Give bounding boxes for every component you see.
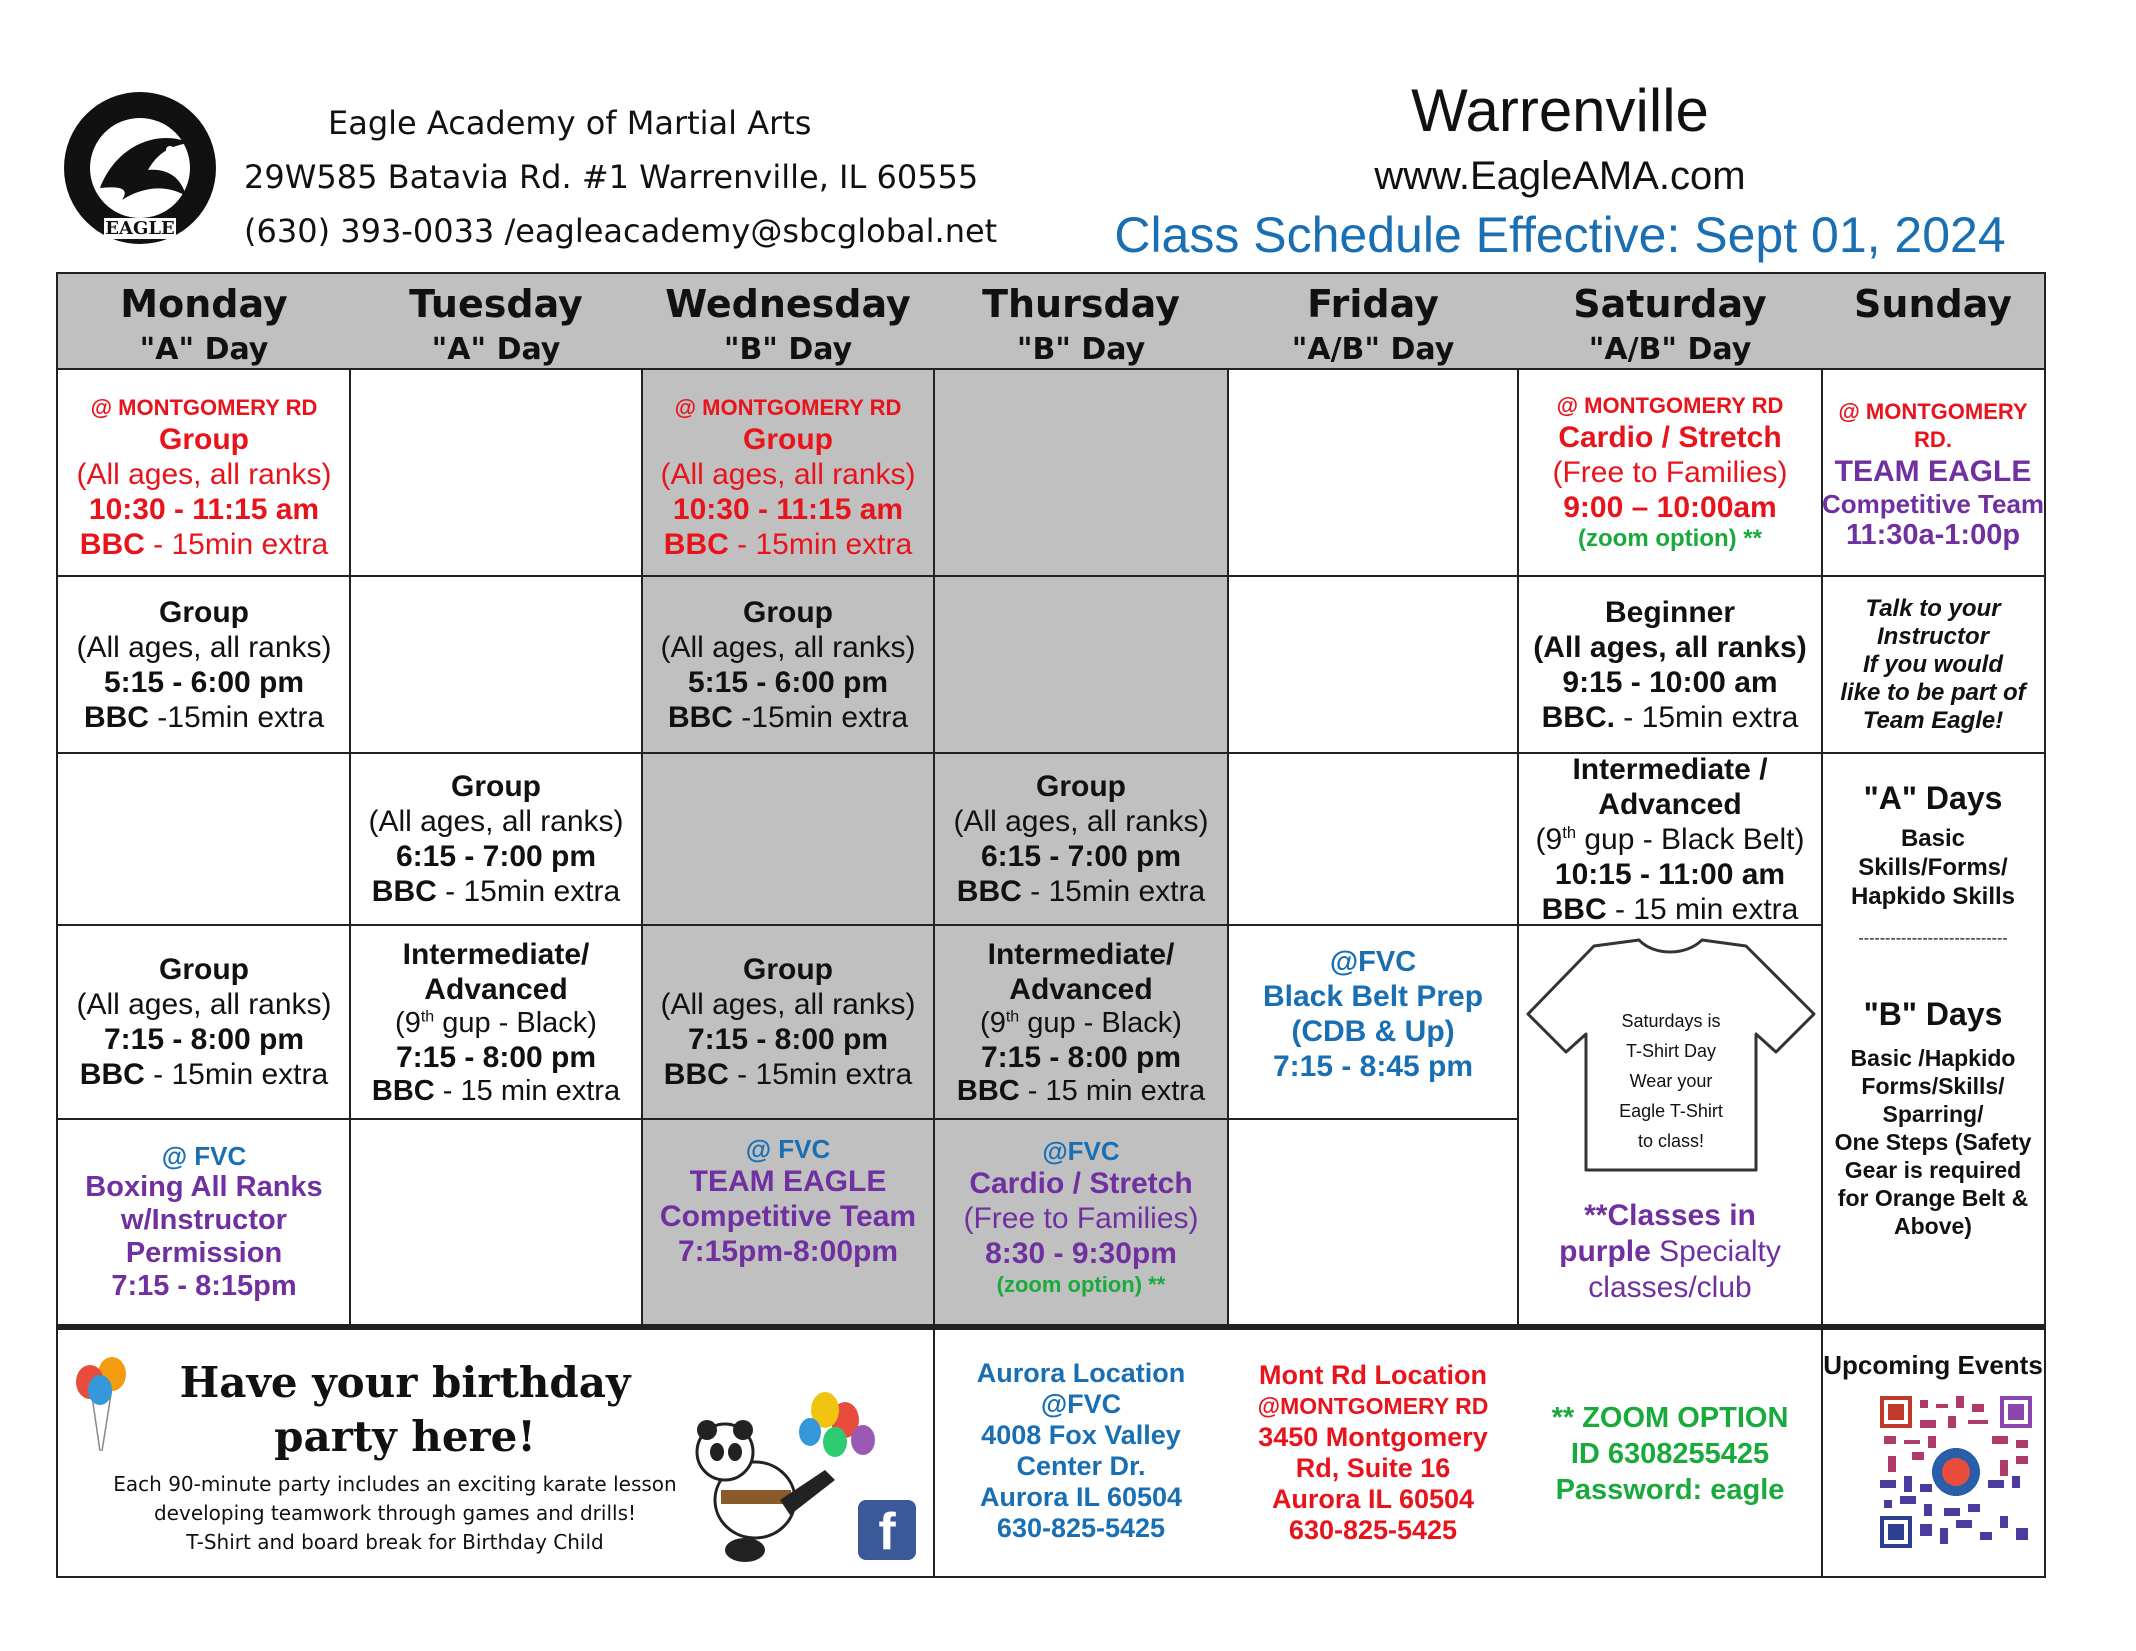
zoom-line: ID 6308255425 <box>1570 1438 1770 1470</box>
class-time: 10:30 - 11:15 am <box>672 492 904 526</box>
header-sunday <box>1822 274 2044 368</box>
academy-contact: (630) 393-0033 /eagleacademy@sbcglobal.net <box>244 212 998 250</box>
desc-part: (9 <box>980 1006 1006 1039</box>
class-sat-cardio <box>1518 382 1822 562</box>
bbc-extra: - 15 min extra <box>434 1074 621 1107</box>
bbc-label: BBC <box>1541 892 1607 926</box>
qr-code-icon[interactable] <box>1880 1396 2032 1548</box>
desc-part: gup - Black) <box>1019 1006 1182 1039</box>
class-name: Group <box>743 953 833 986</box>
class-tue-intermediate <box>350 926 642 1118</box>
class-name: Group <box>743 595 833 629</box>
class-bbc <box>668 700 908 735</box>
aurora-line: 630-825-5425 <box>996 1513 1166 1543</box>
class-desc: (All ages, all ranks) <box>76 457 332 491</box>
class-location: @ MONTGOMERY RD <box>674 394 902 420</box>
specialty-note <box>1518 1198 1822 1306</box>
class-bbc <box>80 527 328 562</box>
a-days-line: Hapkido Skills <box>1850 883 2016 910</box>
desc-sup: th <box>1562 823 1576 842</box>
header-tuesday <box>350 274 644 368</box>
day-name: Thursday <box>982 282 1180 326</box>
class-time: 10:30 - 11:15 am <box>88 492 320 526</box>
bbc-extra: - 15min extra <box>728 1058 913 1091</box>
header-thursday <box>934 274 1230 368</box>
class-tue-615 <box>350 754 642 924</box>
class-desc: Competitive Team <box>1822 489 2045 519</box>
class-name: Group <box>159 953 249 986</box>
header-friday <box>1228 274 1520 368</box>
class-time: 7:15 - 8:45 pm <box>1272 1050 1474 1083</box>
location-title: Warrenville <box>1411 77 1709 144</box>
b-days-line: Sparring/ <box>1882 1101 1984 1127</box>
class-fri-bb-prep <box>1228 940 1518 1090</box>
class-bbc <box>957 874 1205 909</box>
tshirt-line: to class! <box>1637 1131 1705 1151</box>
schedule-title: Class Schedule Effective: Sept 01, 2024 <box>1114 207 2006 263</box>
class-location: @ MONTGOMERY RD <box>1556 392 1784 418</box>
class-name: Black Belt Prep <box>1262 980 1484 1013</box>
class-desc: (All ages, all ranks) <box>660 988 916 1021</box>
birthday-heading <box>150 1356 660 1464</box>
class-desc: (All ages, all ranks) <box>660 457 916 491</box>
a-days-line: Basic <box>1900 825 1966 852</box>
bbc-label: BBC <box>79 1058 145 1091</box>
specialty-line: classes/club <box>1588 1271 1752 1304</box>
academy-address: 29W585 Batavia Rd. #1 Warrenville, IL 60555 <box>244 158 979 196</box>
class-time: 9:00 – 10:00am <box>1563 490 1777 524</box>
class-bbc <box>84 700 324 735</box>
class-sun-team-eagle <box>1822 400 2044 550</box>
day-type: "A/B" Day <box>1291 332 1455 367</box>
class-thu-cardio <box>934 1124 1228 1320</box>
class-time: 7:15 - 8:00 pm <box>980 1040 1182 1074</box>
class-name: Advanced <box>424 972 568 1006</box>
tshirt-line: Eagle T-Shirt <box>1619 1101 1723 1121</box>
tshirt-graphic <box>1524 934 1818 1184</box>
desc-part: gup - Black Belt) <box>1576 822 1805 856</box>
day-name: Saturday <box>1573 282 1767 326</box>
panda-karate-icon <box>685 1380 885 1570</box>
class-sat-intermediate <box>1518 754 1822 924</box>
a-b-divider: ---------------------------- <box>1858 930 2008 947</box>
zoom-note: (zoom option) ** <box>996 1272 1166 1297</box>
class-bbc <box>957 1075 1205 1108</box>
class-time: 9:15 - 10:00 am <box>1562 665 1778 699</box>
academy-logo <box>60 88 220 248</box>
class-name: Group <box>159 595 249 629</box>
class-time: 8:30 - 9:30pm <box>985 1237 1177 1270</box>
bbc-extra: - 15min extra <box>144 527 329 561</box>
mont-line: @MONTGOMERY RD <box>1257 1393 1489 1419</box>
class-bbc <box>372 1075 620 1108</box>
day-name: Wednesday <box>665 282 911 326</box>
tshirt-line: Saturdays is <box>1621 1011 1721 1031</box>
class-time: 6:15 - 7:00 pm <box>980 840 1182 873</box>
b-days-line: Basic /Hapkido <box>1850 1045 2016 1071</box>
tshirt-line: T-Shirt Day <box>1625 1041 1717 1061</box>
birthday-line: Have your birthday <box>179 1358 631 1407</box>
bbc-extra: - 15min extra <box>728 527 913 561</box>
bbc-label: BBC <box>663 1058 729 1091</box>
zoom-info <box>1518 1400 1822 1508</box>
header-monday <box>58 274 352 368</box>
class-time: 7:15pm-8:00pm <box>677 1235 899 1268</box>
class-location: @FVC <box>1329 946 1417 978</box>
bbc-label: BBC <box>956 875 1022 908</box>
class-location: @ FVC <box>745 1134 831 1164</box>
desc-part: gup - Black) <box>434 1006 597 1039</box>
class-name: Intermediate / <box>1572 752 1768 786</box>
b-days-title: "B" Days <box>1863 996 2003 1032</box>
class-desc: (All ages, all ranks) <box>368 805 624 838</box>
class-sat-beginner <box>1518 577 1822 752</box>
facebook-letter: f <box>878 1503 896 1561</box>
sun-a-days <box>1822 778 2044 949</box>
bbc-label: BBC <box>83 700 149 734</box>
mont-line: Rd, Suite 16 <box>1295 1453 1451 1483</box>
party-line: T-Shirt and board break for Birthday Child <box>186 1530 604 1554</box>
class-desc <box>1536 822 1805 857</box>
class-name: Permission <box>125 1237 283 1269</box>
note-line: like to be part of <box>1840 678 2026 706</box>
bbc-label: BBC <box>956 1074 1020 1107</box>
class-desc: (All ages, all ranks) <box>660 630 916 664</box>
class-desc: Competitive Team <box>659 1200 917 1233</box>
aurora-line: 4008 Fox Valley <box>981 1420 1181 1450</box>
class-name: Cardio / Stretch <box>1558 420 1782 454</box>
class-location: @FVC <box>1042 1136 1120 1166</box>
day-type: "A/B" Day <box>1588 332 1752 367</box>
class-name: Intermediate/ <box>402 937 590 971</box>
mont-line: 3450 Montgomery <box>1258 1422 1488 1452</box>
tshirt-text <box>1586 1006 1756 1156</box>
aurora-line: Aurora Location <box>976 1358 1186 1388</box>
team-eagle-note <box>1822 577 2044 752</box>
class-name: Group <box>451 770 541 803</box>
logo-word: EAGLE <box>105 218 175 239</box>
class-desc: (All ages, all ranks) <box>953 805 1209 838</box>
bbc-label: BBC <box>371 1074 435 1107</box>
zoom-line: Password: eagle <box>1555 1474 1785 1506</box>
class-bbc <box>80 1057 328 1092</box>
specialty-part: Specialty <box>1650 1235 1781 1268</box>
b-days-line: for Orange Belt & <box>1837 1185 2029 1211</box>
bbc-extra: - 15min extra <box>436 875 621 908</box>
bbc-extra: - 15min extra <box>1021 875 1206 908</box>
zoom-line: ** ZOOM OPTION <box>1551 1402 1789 1434</box>
class-wed-515 <box>642 577 934 752</box>
day-name: Friday <box>1307 282 1439 326</box>
class-desc <box>395 1007 597 1040</box>
bbc-extra: -15min extra <box>148 700 325 734</box>
a-days-line: Skills/Forms/ <box>1858 854 2008 881</box>
class-desc: (All ages, all ranks) <box>76 630 332 664</box>
class-bbc <box>1542 892 1799 927</box>
tshirt-line: Wear your <box>1629 1071 1713 1091</box>
class-bbc <box>664 527 912 562</box>
bbc-label: BBC <box>663 527 729 561</box>
class-desc: (All ages, all ranks) <box>1533 630 1807 664</box>
mont-line: Mont Rd Location <box>1259 1360 1487 1390</box>
desc-sup: th <box>420 1007 435 1025</box>
birthday-line: party here! <box>274 1412 536 1461</box>
class-desc: (Free to Families) <box>1552 455 1788 489</box>
class-time: 5:15 - 6:00 pm <box>103 665 305 699</box>
class-name: Advanced <box>1598 787 1742 821</box>
class-thu-615 <box>934 754 1228 924</box>
facebook-icon[interactable] <box>858 1500 916 1560</box>
party-line: developing teamwork through games and drills! <box>153 1501 637 1525</box>
bbc-extra: - 15min extra <box>144 1058 329 1091</box>
class-desc: (CDB & Up) <box>1291 1015 1455 1048</box>
day-name: Tuesday <box>409 282 583 326</box>
grid-line <box>58 368 2044 370</box>
class-time: 5:15 - 6:00 pm <box>687 665 889 699</box>
class-location: @ MONTGOMERY RD <box>90 394 318 420</box>
class-wed-montgomery <box>642 380 934 575</box>
class-mon-515 <box>58 577 350 752</box>
b-days-line: Above) <box>1894 1213 1972 1239</box>
day-type: "A" Day <box>139 332 269 367</box>
day-type: "A" Day <box>431 332 561 367</box>
header-wednesday <box>642 274 936 368</box>
desc-part: (9 <box>395 1006 421 1039</box>
a-days-title: "A" Days <box>1863 780 2003 816</box>
day-name: Monday <box>120 282 288 326</box>
bbc-label: BBC <box>667 700 733 734</box>
mont-line: Aurora IL 60504 <box>1271 1484 1475 1514</box>
class-name: Beginner <box>1604 595 1736 629</box>
aurora-line: Aurora IL 60504 <box>979 1482 1183 1512</box>
class-name: TEAM EAGLE <box>1834 455 2032 488</box>
bbc-extra: -15min extra <box>732 700 909 734</box>
specialty-line: **Classes in <box>1584 1199 1756 1232</box>
class-thu-intermediate <box>934 926 1228 1118</box>
class-time: 10:15 - 11:00 am <box>1554 857 1786 891</box>
class-time: 7:15 - 8:00 pm <box>687 1023 889 1056</box>
header-saturday <box>1518 274 1824 368</box>
day-name: Sunday <box>1854 282 2012 326</box>
class-bbc <box>372 874 620 909</box>
sun-b-days <box>1822 994 2044 1240</box>
party-line: Each 90-minute party includes an exciting karate lesson <box>113 1472 677 1496</box>
class-time: 7:15 - 8:00 pm <box>103 1023 305 1056</box>
class-bbc <box>1542 700 1799 735</box>
bbc-extra: - 15min extra <box>1614 700 1799 734</box>
class-name: Cardio / Stretch <box>969 1167 1193 1200</box>
note-line: Team Eagle! <box>1862 706 2004 734</box>
balloons-icon <box>70 1356 140 1456</box>
class-time: 7:15 - 8:00 pm <box>395 1040 597 1074</box>
bbc-label: BBC <box>79 527 145 561</box>
class-bbc <box>664 1057 912 1092</box>
grid-line <box>58 752 1518 754</box>
day-type: "B" Day <box>723 332 853 367</box>
class-mon-715 <box>58 926 350 1118</box>
b-days-line: Forms/Skills/ <box>1861 1073 2005 1099</box>
class-time: 6:15 - 7:00 pm <box>395 840 597 873</box>
note-line: Instructor <box>1876 622 1989 650</box>
party-description <box>100 1470 690 1557</box>
class-location: @ MONTGOMERY RD. <box>1838 399 2028 452</box>
class-name: Group <box>159 422 249 456</box>
class-name: TEAM EAGLE <box>689 1165 887 1198</box>
class-name: Intermediate/ <box>987 937 1175 971</box>
class-time: 7:15 - 8:15pm <box>111 1270 297 1302</box>
class-name: Boxing All Ranks <box>85 1171 323 1203</box>
class-mon-boxing <box>58 1120 350 1324</box>
day-type: "B" Day <box>1016 332 1146 367</box>
bbc-extra: - 15 min extra <box>1606 892 1799 926</box>
aurora-line: Center Dr. <box>1016 1451 1146 1481</box>
desc-sup: th <box>1005 1007 1020 1025</box>
class-time: 11:30a-1:00p <box>1845 519 2021 551</box>
class-location: @ FVC <box>161 1141 247 1171</box>
b-days-line: One Steps (Safety <box>1834 1129 2032 1155</box>
aurora-location <box>934 1358 1228 1544</box>
desc-part: (9 <box>1535 822 1563 856</box>
bbc-extra: - 15 min extra <box>1019 1074 1206 1107</box>
mont-location <box>1228 1360 1518 1546</box>
mont-line: 630-825-5425 <box>1288 1515 1458 1545</box>
note-line: If you would <box>1863 650 2003 678</box>
specialty-purple: purple <box>1559 1235 1651 1268</box>
class-wed-team-eagle <box>642 1124 934 1308</box>
note-line: Talk to your <box>1865 594 2001 622</box>
bbc-label: BBC. <box>1541 700 1615 734</box>
class-desc: (All ages, all ranks) <box>76 988 332 1021</box>
class-wed-715 <box>642 926 934 1118</box>
class-name: Group <box>1036 770 1126 803</box>
zoom-note: (zoom option) ** <box>1578 524 1762 552</box>
bbc-label: BBC <box>371 875 437 908</box>
website[interactable]: www.EagleAMA.com <box>1374 154 1746 198</box>
class-name: Advanced <box>1009 972 1153 1006</box>
b-days-line: Gear is required <box>1844 1157 2022 1183</box>
aurora-line: @FVC <box>1040 1389 1122 1419</box>
class-mon-montgomery <box>58 380 350 575</box>
class-name: Group <box>743 422 833 456</box>
academy-name: Eagle Academy of Martial Arts <box>328 104 812 142</box>
class-name: w/Instructor <box>121 1204 287 1236</box>
grid-line <box>1822 752 2044 754</box>
class-desc <box>980 1007 1182 1040</box>
class-desc: (Free to Families) <box>963 1202 1199 1235</box>
upcoming-events-label: Upcoming Events <box>1823 1350 2043 1380</box>
